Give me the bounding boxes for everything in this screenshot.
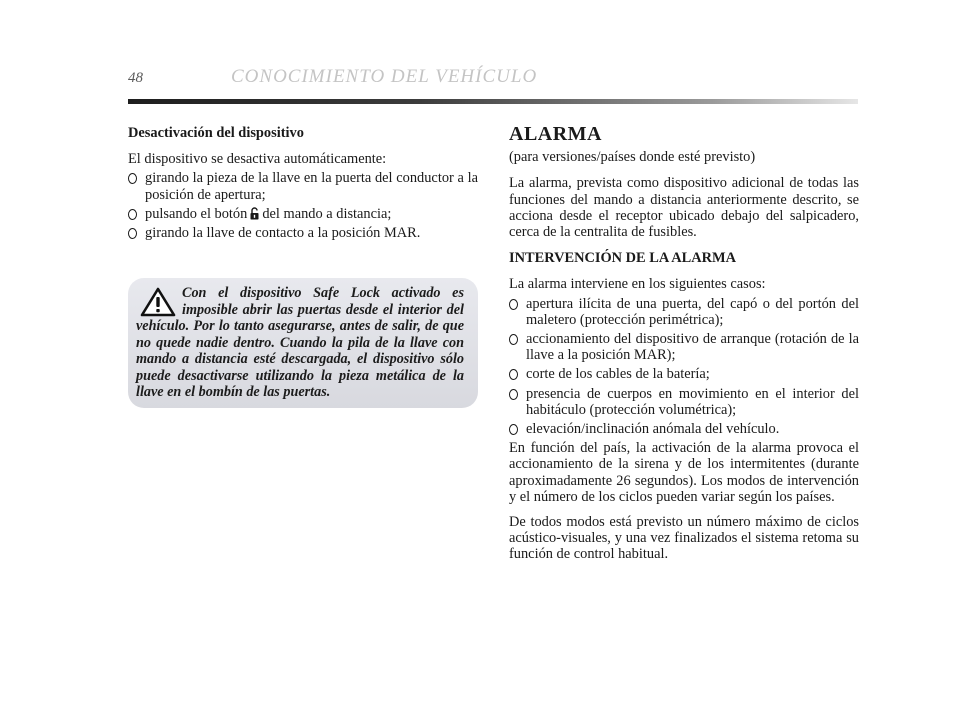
left-column: [128, 125, 478, 244]
bullet-icon: [509, 369, 518, 380]
deactivation-heading: Desactivación del dispositivo: [128, 125, 304, 141]
header-rule: [128, 99, 858, 104]
alarm-description: La alarma, prevista como dispositivo adicional de todas las funciones del mando a distancia anteriormente descrito, se acciona desde el receptor ubicado debajo del salpicadero, cerca de la centralita de fusibles.: [509, 175, 859, 241]
warning-text: Con el dispositivo Safe Lock activado es imposible abrir las puertas desde el interior del vehículo. Por lo tanto asegurarse, antes de salir, de que no quede nadie dentro. Cuando la pila de la llave con mando a distancia esté descargada, el dispositivo sólo puede desactivarse utilizando la pieza metálica de la llave en el bombín de las puertas.: [136, 285, 464, 400]
bullet-icon: [128, 228, 137, 239]
alarm-function-paragraph: En función del país, la activación de la alarma provoca el accionamiento de la sirena y de los intermitentes (durante aproximadamente 26 segundos). Los modos de intervención y el número de los ciclos pueden variar según los países.: [509, 440, 859, 505]
intervention-list: [509, 296, 859, 438]
section-title: CONOCIMIENTO DEL VEHÍCULO: [231, 66, 538, 87]
bullet-icon: [128, 173, 137, 184]
list-item: elevación/inclinación anómala del vehículo.: [509, 421, 859, 437]
bullet-icon: [509, 299, 518, 310]
warning-box: [128, 278, 478, 408]
alarm-cycles-paragraph: De todos modos está previsto un número máximo de ciclos acústico-visuales, y una vez finalizados el sistema retoma su función de control habitual.: [509, 514, 859, 563]
bullet-icon: [128, 209, 137, 220]
list-item: pulsando el botón del mando a distancia;: [128, 206, 478, 222]
alarm-subtitle: (para versiones/países donde esté previsto): [509, 149, 756, 166]
list-item: apertura ilícita de una puerta, del capó o del portón del maletero (protección perimétrica);: [509, 296, 859, 328]
bullet-icon: [509, 389, 518, 400]
bullet-icon: [509, 424, 518, 435]
deactivation-list: [128, 170, 478, 241]
intervention-intro: La alarma interviene en los siguientes casos:: [509, 276, 766, 293]
unlock-icon: [250, 207, 259, 220]
page-number: 48: [128, 70, 143, 86]
list-item: accionamiento del dispositivo de arranque (rotación de la llave a la posición MAR);: [509, 331, 859, 363]
list-item: corte de los cables de la batería;: [509, 366, 859, 382]
deactivation-intro: El dispositivo se desactiva automáticamente:: [128, 151, 387, 168]
right-column: [509, 123, 859, 563]
list-item: girando la llave de contacto a la posición MAR.: [128, 225, 478, 241]
alarm-title: ALARMA: [509, 123, 602, 145]
list-item: presencia de cuerpos en movimiento en el interior del habitáculo (protección volumétrica);: [509, 386, 859, 418]
page-header: [128, 66, 858, 110]
list-item: girando la pieza de la llave en la puerta del conductor a la posición de apertura;: [128, 170, 478, 202]
intervention-heading: INTERVENCIÓN DE LA ALARMA: [509, 250, 736, 267]
bullet-icon: [509, 334, 518, 345]
